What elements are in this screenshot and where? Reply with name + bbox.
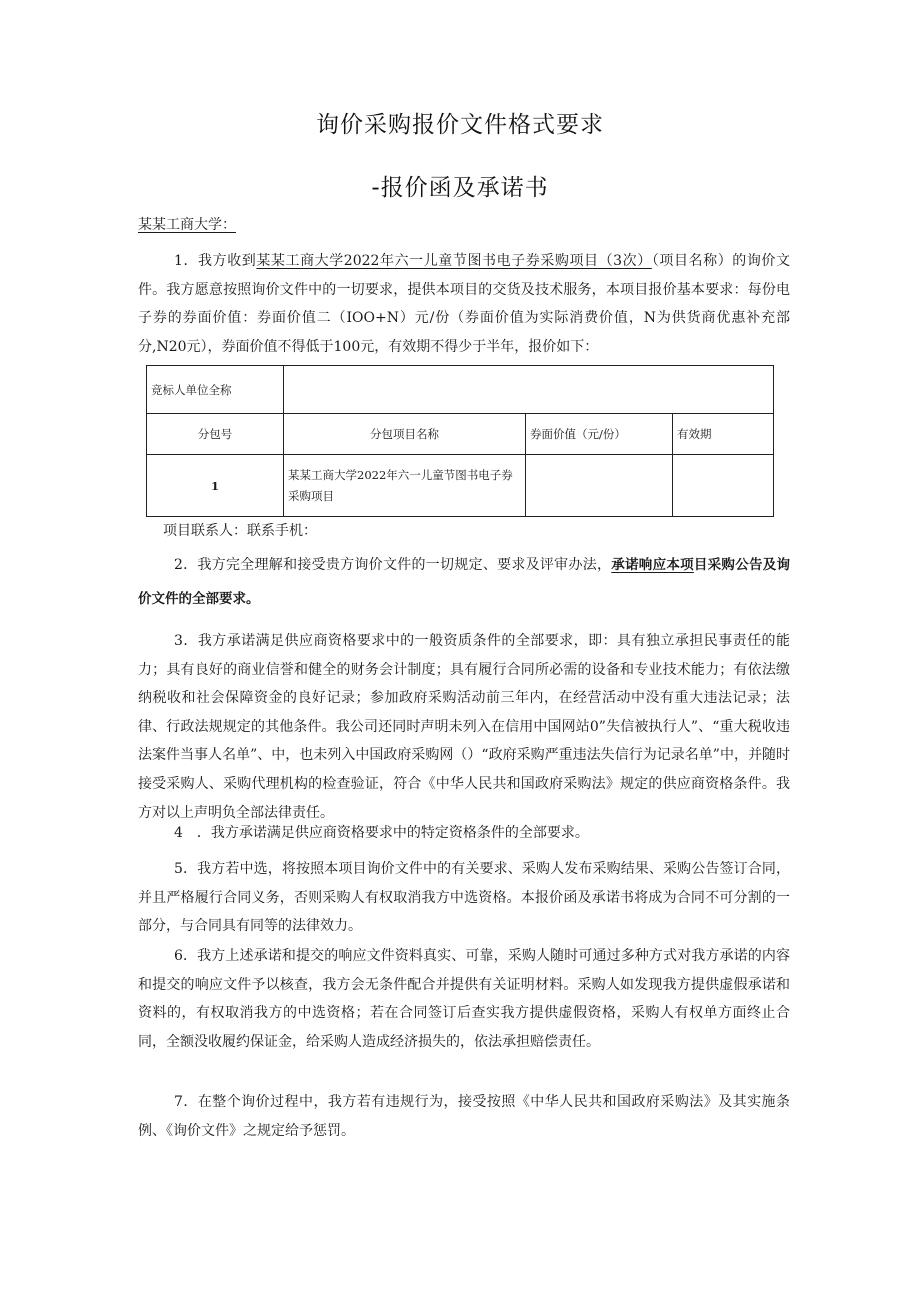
paragraph-5: 5．我方若中选，将按照本项目询价文件中的有关要求、采购人发布采购结果、采购公告签订合同，并且严格履行合同义务，否则采购人有权取消我方中选资格。本报价函及承诺书将成为合同不可分割的一部分，与合同具有同等的法律效力。: [138, 861, 790, 935]
cell-package-name: 某某工商大学2022年六一儿童节图书电子券采购项目: [284, 455, 526, 517]
paragraph-6: 6．我方上述承诺和提交的响应文件资料真实、可靠，采购人随时可通过多种方式对我方承诺的内容和提交的响应文件予以核查，我方会无条件配合并提供有关证明材料。采购人如发现我方提供虚假承诺和资料的，有权取消我方的中选资格；若在合同签订后查实我方提供虚假资格，采购人有权单方面终止合同，全额没收履约保证金，给采购人造成经济损失的，依法承担赔偿责任。: [138, 948, 790, 1050]
header-face-value: 券面价值（元/份）: [526, 414, 673, 455]
table-row-bidder: [147, 366, 774, 414]
page-subtitle: -报价函及承诺书: [371, 175, 549, 201]
table-header-row: [147, 414, 774, 455]
header-package-no: 分包号: [147, 414, 284, 455]
bidder-value-cell: [284, 366, 774, 414]
paragraph-7: 7．在整个询价过程中，我方若有违规行为，接受按照《中华人民共和国政府采购法》及其实施条例、《询价文件》之规定给予惩罚。: [138, 1094, 790, 1139]
paragraph-2-underlined: 承诺响应本项: [611, 557, 694, 573]
paragraph-2-text: 2．我方完全理解和接受贵方询价文件的一切规定、要求及评审办法，: [174, 557, 612, 573]
paragraph-3: 3．我方承诺满足供应商资格要求中的一般资质条件的全部要求，即：具有独立承担民事责任的能力；具有良好的商业信誉和健全的财务会计制度；具有履行合同所必需的设备和专业技术能力；有依法缴纳税收和社会保障资金的良好记录；参加政府采购活动前三年内，在经营活动中没有重大违法记录；法律、行政法规规定的其他条件。我公司还同时声明未列入在信用中国网站0”失信被执行人”、“重大税收违法案件当事人名单”、中，也未列入中国政府采购网（）“政府采购严重违法失信行为记录名单”中，并随时接受采购人、采购代理机构的检查验证，符合《中华人民共和国政府采购法》规定的供应商资格条件。我方对以上声明负全部法律责任。: [138, 633, 790, 821]
paragraph-1: [138, 247, 790, 361]
page-title: 询价采购报价文件格式要求: [316, 112, 604, 138]
paragraph-1-suffix: （项目名称）的询价文件。我方愿意按照询价文件中的一切要求，提供本项目的交货及技术服务，本项目报价基本要求：每份电子券的券面价值：券面价值二（IOO+N）元/份（券面价值为实际消费价值，N为供货商优惠补充部分,N20元），券面价值不得低于100元，有效期不得少于半年，报价如下：: [138, 253, 790, 355]
cell-face-value: [526, 455, 673, 517]
paragraph-4: 4 ．我方承诺满足供应商资格要求中的特定资格条件的全部要求。: [174, 825, 589, 841]
bidder-label: 竞标人单位全称: [147, 366, 284, 414]
header-package-name: 分包项目名称: [284, 414, 526, 455]
paragraph-2-bold-line2: 公告及询价文件的全部要求。: [138, 557, 791, 607]
contact-line: 项目联系人：联系手机：: [163, 523, 317, 539]
project-name: 某某工商大学2022年六一儿童节图书电子券采购项目（3次）: [256, 253, 652, 269]
cell-package-no: 1: [147, 455, 284, 517]
cell-validity: [673, 455, 774, 517]
paragraph-2-bold: 目采购: [693, 557, 736, 573]
addressee: 某某工商大学：: [138, 217, 236, 233]
header-validity: 有效期: [673, 414, 774, 455]
table-row: [147, 455, 774, 517]
paragraph-1-prefix: 1．我方收到: [174, 253, 257, 269]
quote-table: [146, 365, 774, 517]
paragraph-2: [138, 548, 790, 616]
